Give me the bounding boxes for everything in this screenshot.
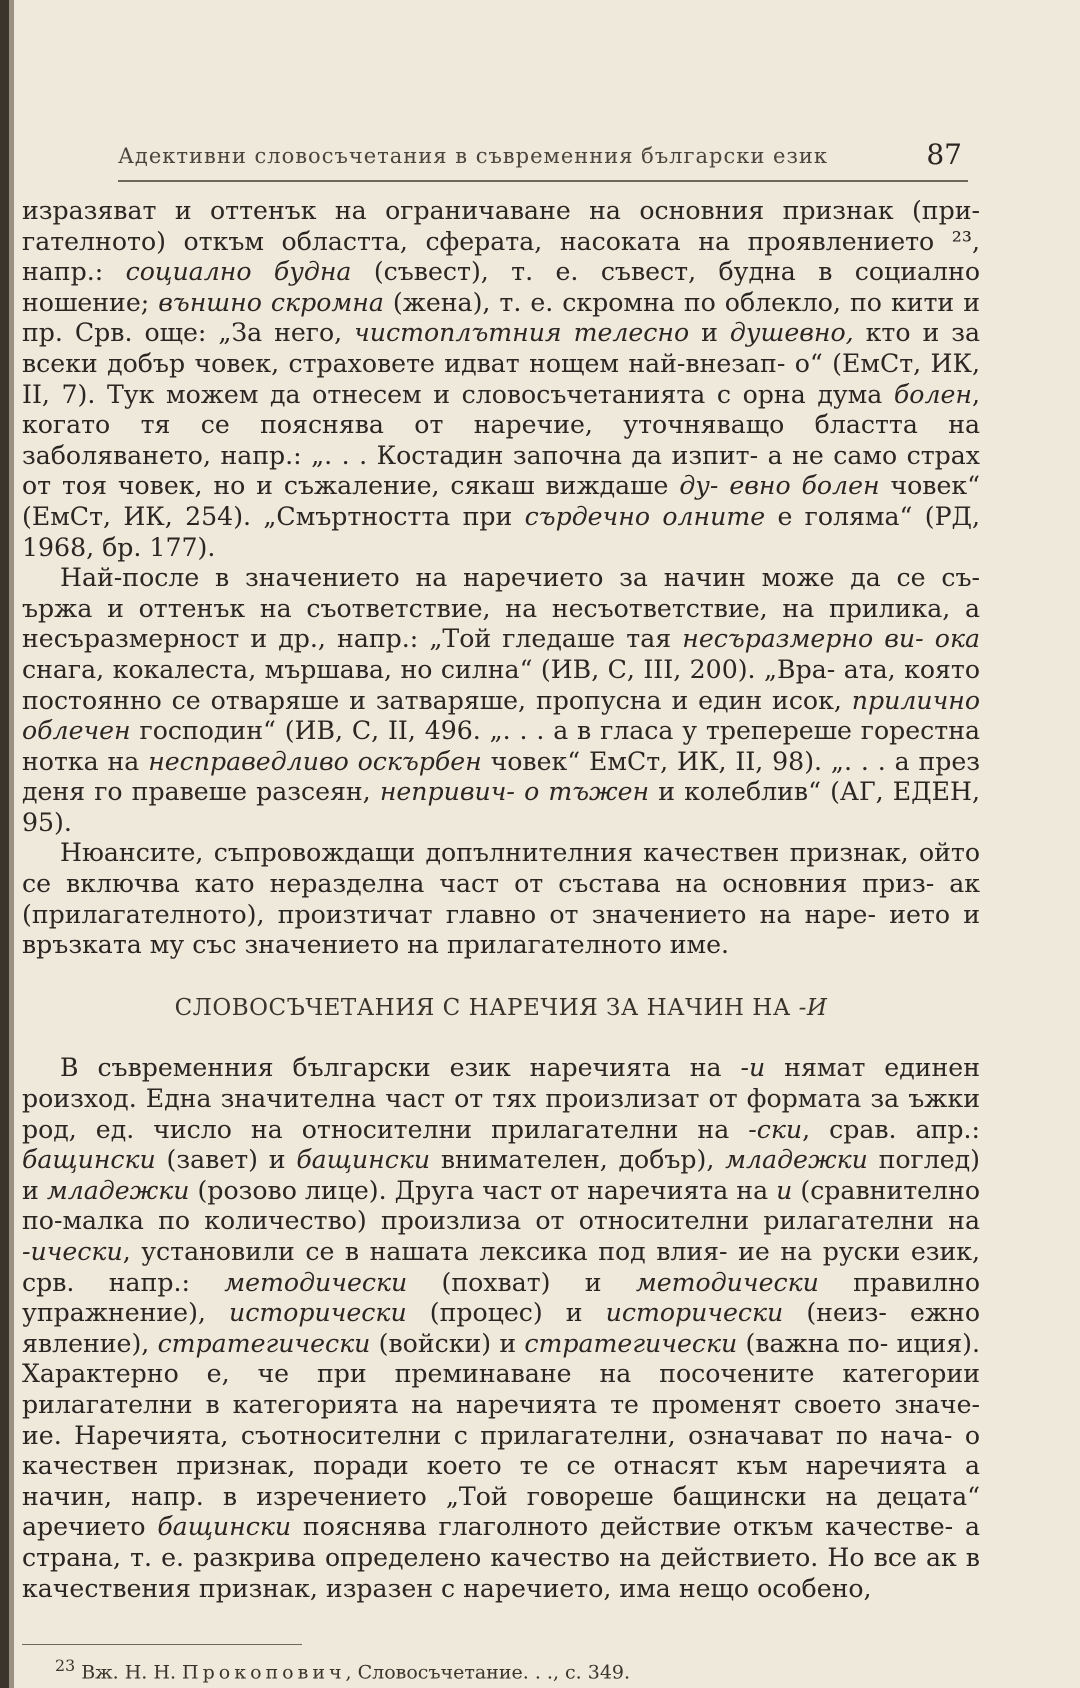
- paragraph-3: Нюансите, съпровождащи допълнителния качествен признак, ойто се включва като неразделна част от състава на основния приз- ак (прилагателното), произтичат главно от значението на наре- ието и връзката му със значението на прилагателното име.: [22, 838, 980, 960]
- page-number: 87: [926, 138, 962, 171]
- page-binding-shadow: [9, 0, 14, 1688]
- footnote-rule: [22, 1644, 302, 1645]
- footnote: [55, 1656, 630, 1683]
- section-heading: СЛОВОСЪЧЕТАНИЯ С НАРЕЧИЯ ЗА НАЧИН НА -И: [174, 994, 828, 1021]
- header-rule: [118, 180, 968, 182]
- page-binding-edge: [0, 0, 9, 1688]
- footnote-author: Прокопович: [182, 1661, 346, 1684]
- footnote-number: 23: [55, 1656, 76, 1675]
- paragraph-4: В съвременния български език наречията на -и нямат единен роизход. Една значителна част от тях произлизат от формата за ъжки род, ед. число на относителни прилагателни на -ски, срав. апр.: бащински (завет) и бащински внимателен, добър), младежки поглед) и младежки (розово лице). Друга част от наречията на и (сравнително по-малка по количество) произлиза от относителни рилагателни на -ически, установили се в нашата лексика под влия- ие на руски език, срв. напр.: методически (похват) и методически правилно упражнение), исторически (процес) и исторически (неиз- ежно явление), стратегически (войски) и стратегически (важна по- иция). Характерно е, че при преминаване на посочените категории рилагателни в категорията на наречията те променят своето значе- ие. Наречията, съотносителни с прилагателни, означават по нача- о качествен признак, поради което те се отнасят към наречията а начин, напр. в изречението „Той говореше бащински на децата“ аречието бащински пояснява глаголното действие откъм качестве- а страна, т. е. разкрива определено качество на действието. Но все ак в качествения признак, изразен с наречието, има нещо особено,: [22, 1053, 981, 1603]
- footnote-rest: , Словосъчетание. . ., с. 349.: [345, 1661, 631, 1684]
- running-title: Адективни словосъчетания в съвременния български език: [118, 144, 829, 168]
- paragraph-2: Най-после в значението на наречието за начин може да се съ- ържа и оттенък на съответствие, на несъответствие, на прилика, а несъразмерност и др., напр.: „Той гледаше тая несъразмерно ви- ока снага, кокалеста, мършава, но силна“ (ИВ, С, III, 200). „Вра- ата, която постоянно се отваряше и затваряше, пропусна и един исок, прилично облечен господин“ (ИВ, С, II, 496. „. . . а в гласа у трепереше горестна нотка на несправедливо оскърбен човек“ ЕмСт, ИК, II, 98). „. . . а през деня го правеше разсеян, непривич- о тъжен и колеблив“ (АГ, ЕДЕН, 95).: [22, 563, 981, 837]
- footnote-prefix: Вж. Н. Н.: [81, 1661, 183, 1684]
- body-text: [22, 196, 980, 1604]
- paragraph-1: изразяват и оттенък на ограничаване на основния признак (при- гателното) откъм областта, сферата, насоката на проявлението ²³, напр.: социално будна (съвест), т. е. съвест, будна в социално ношение; външно скромна (жена), т. е. скромна по облекло, по кити и пр. Срв. още: „За него, чистоплътния телесно и душевно, кто и за всеки добър човек, страховете идват нощем най-внезап- о“ (ЕмСт, ИК, II, 7). Тук можем да отнесем и словосъчетанията с орна дума болен, когато тя се пояснява от наречие, уточняващо бластта на заболяването, напр.: „. . . Костадин започна да изпит- а не само страх от тоя човек, но и съжаление, сякаш виждаше ду- евно болен човек“ (ЕмСт, ИК, 254). „Смъртността при сърдечно олните е голяма“ (РД, 1968, бр. 177).: [22, 196, 981, 562]
- page-header: [118, 138, 968, 174]
